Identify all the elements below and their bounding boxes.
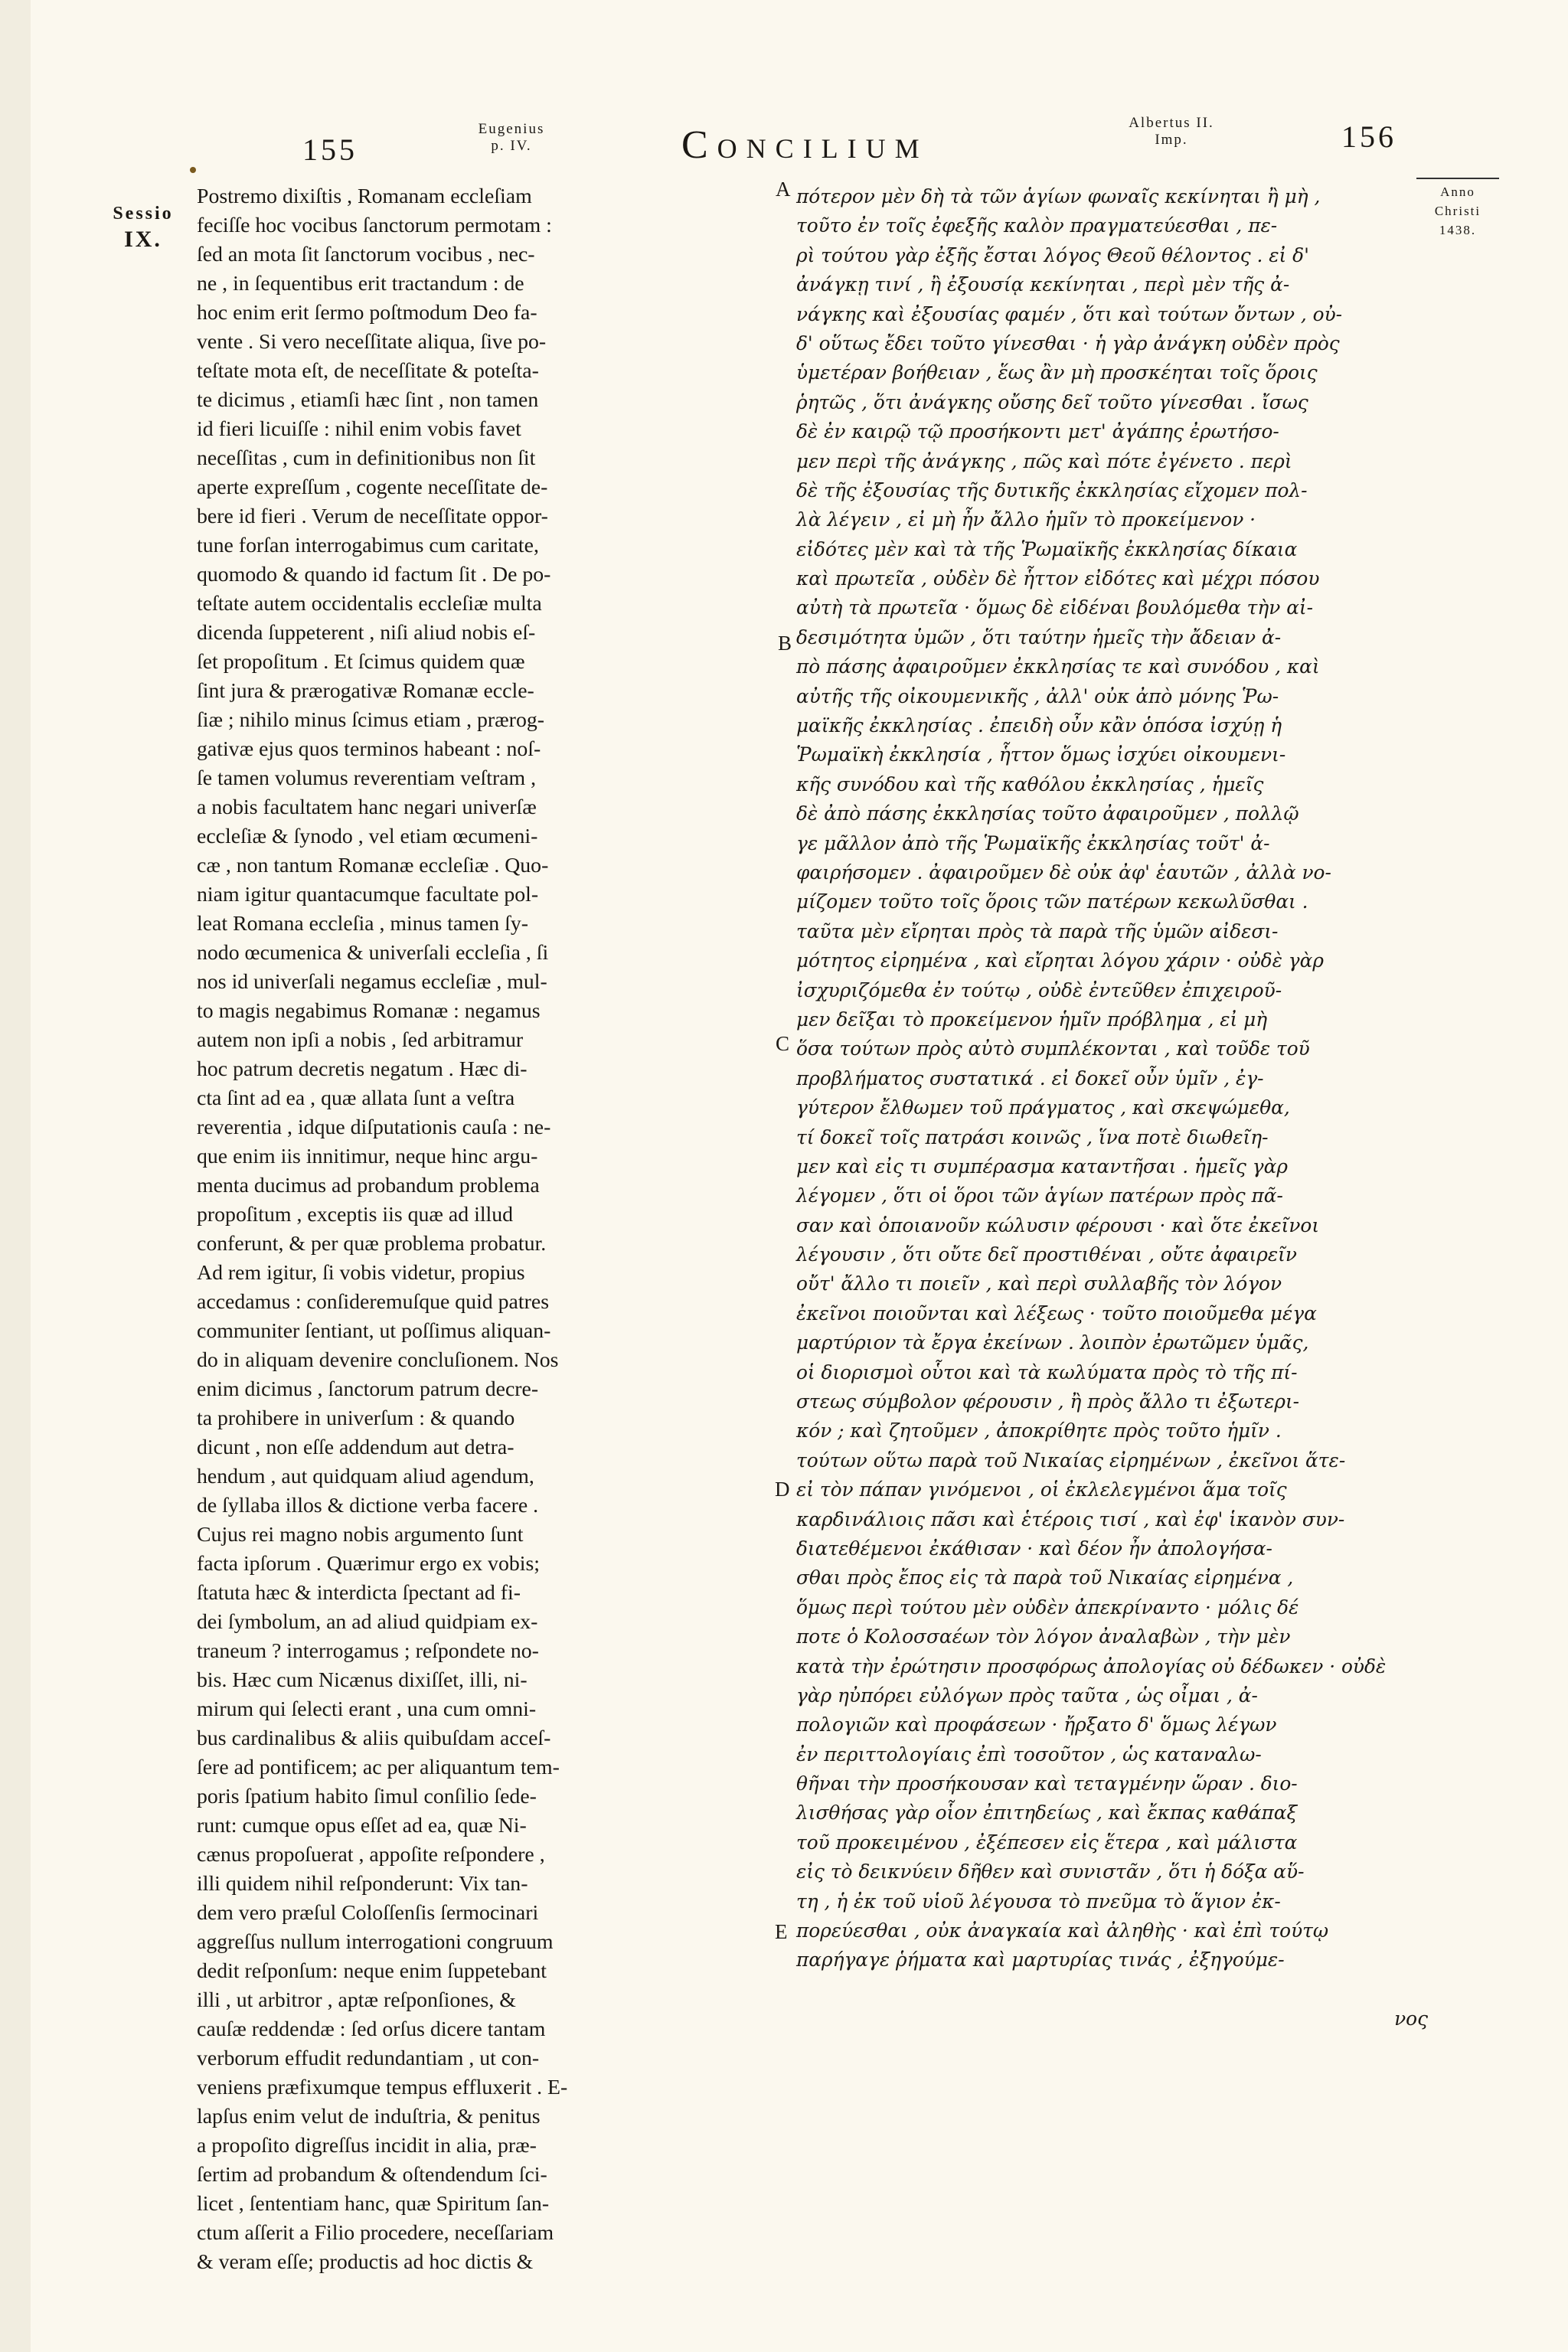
greek-line: δ' οὕτως ἔδει τοῦτο γίνεσθαι · ἡ γὰρ ἀνάγκη οὐδὲν πρὸς — [796, 332, 1340, 354]
latin-line: ctum aſſerit a Filio procedere, neceſſariam — [197, 2221, 554, 2245]
latin-line: Cujus rei magno nobis argumento ſunt — [197, 1523, 524, 1547]
latin-line: poris ſpatium habito ſimul conſilio ſede- — [197, 1785, 537, 1808]
greek-line: ὅμως περὶ τούτου μὲν οὐδὲν ἀπεκρίναντο · μόλις δέ — [796, 1596, 1299, 1619]
latin-line: do in aliquam devenire concluſionem. Nos — [197, 1348, 559, 1372]
latin-line: conferunt, & per quæ problema probatur. — [197, 1232, 547, 1256]
latin-column — [197, 182, 771, 2277]
greek-line: γύτερον ἔλθωμεν τοῦ πράγματος , καὶ σκεψώμεθα, — [796, 1096, 1290, 1119]
latin-line: a nobis facultatem hanc negari univerſæ — [197, 795, 537, 819]
greek-line: τοῦτο ἐν τοῖς ἐφεξῆς καλὸν πραγματεύεσθαι , πε- — [796, 214, 1278, 237]
session-word: Sessio — [113, 204, 174, 224]
latin-line: dei ſymbolum, an ad aliud quidpiam ex- — [197, 1610, 538, 1634]
greek-line — [796, 1975, 1481, 2004]
latin-line: ſe tamen volumus reverentiam veſtram , — [197, 766, 537, 790]
latin-line: aggreſſus nullum interrogationi congruum — [197, 1930, 554, 1954]
greek-line: ὅσα τούτων πρὸς αὐτὸ συμπλέκονται , καὶ τοῦδε τοῦ — [796, 1037, 1310, 1060]
greek-line: μαϊκῆς ἐκκλησίας . ἐπειδὴ οὖν κἂν ὁπόσα ἰσχύῃ ἡ — [796, 714, 1282, 737]
greek-line: μεν δεῖξαι τὸ προκείμενον ἡμῖν πρόβλημα , εἰ μὴ — [796, 1008, 1268, 1031]
binding-gutter — [0, 0, 31, 2352]
year-christi: Christi — [1434, 204, 1481, 218]
greek-line: εἰδότες μὲν καὶ τὰ τῆς Ῥωμαϊκῆς ἐκκλησίας δίκαια — [796, 537, 1298, 560]
greek-line: πολογιῶν καὶ προφάσεων · ἤρξατο δ' ὅμως λέγων — [796, 1713, 1277, 1736]
greek-line: δὲ τῆς ἐξουσίας τῆς δυτικῆς ἐκκλησίας εἴχομεν πολ- — [796, 479, 1308, 501]
latin-line: neceſſitas , cum in definitionibus non ſit — [197, 446, 536, 470]
greek-line: ρὶ τούτου γὰρ ἐξῆς ἔσται λόγος Θεοῦ θέλοντος . εἰ δ' — [796, 243, 1309, 266]
latin-line: menta ducimus ad probandum problema — [197, 1174, 540, 1197]
latin-line: bere id fieri . Verum de neceſſitate oppor- — [197, 505, 548, 528]
greek-line: παρήγαγε ῥήματα καὶ μαρτυρίας τινάς , ἐξηγούμε- — [796, 1949, 1285, 1971]
latin-line: facta ipſorum . Quærimur ergo ex vobis; — [197, 1552, 541, 1576]
header-emperor-name: Albertus II. — [1129, 115, 1214, 131]
greek-line: ἐκεῖνοι ποιοῦνται καὶ λέξεως · τοῦτο ποιοῦμεθα μέγα — [796, 1302, 1317, 1325]
page-number-right: 156 — [1341, 119, 1396, 154]
greek-line: τί δοκεῖ τοῖς πατράσι κοινῶς , ἵνα ποτὲ διωθεῖη- — [796, 1125, 1269, 1148]
greek-line: διατεθέμενοι ἐκάθισαν · καὶ δέον ἦν ἀπολογήσα- — [796, 1537, 1272, 1560]
greek-line: αὐτὴ τὰ πρωτεῖα · ὅμως δὲ εἰδέναι βουλόμεθα τὴν αἰ- — [796, 596, 1314, 619]
latin-line: hoc patrum decretis negatum . Hæc di- — [197, 1057, 528, 1081]
year-value: 1438. — [1439, 223, 1477, 237]
latin-line: dicunt , non eſſe addendum aut detra- — [197, 1436, 514, 1459]
latin-line: a propoſito digreſſus incidit in alia, præ- — [197, 2134, 537, 2158]
greek-line: τοῦ προκειμένου , ἐξέπεσεν εἰς ἕτερα , καὶ μάλιστα — [796, 1831, 1298, 1854]
greek-line: μεν καὶ εἰς τι συμπέρασμα καταντῆσαι . ἡμεῖς γὰρ — [796, 1155, 1288, 1178]
latin-line: bis. Hæc cum Nicænus dixiſſet, illi, ni- — [197, 1668, 528, 1692]
year-anno: Anno — [1440, 185, 1475, 199]
greek-line: ἐν περιττολογίαις ἐπὶ τοσοῦτον , ὡς καταναλω- — [796, 1743, 1262, 1766]
greek-line: ταῦτα μὲν εἴρηται πρὸς τὰ παρὰ τῆς ὑμῶν αἰδεσι- — [796, 920, 1279, 942]
greek-line: δὲ ἐν καιρῷ τῷ προσήκοντι μετ' ἀγάπης ἐρωτήσο- — [796, 420, 1279, 443]
latin-line: autem non ipſi a nobis , ſed arbitramur — [197, 1028, 524, 1052]
greek-line: ὑμετέραν βοήθειαν , ἕως ἂν μὴ προσκέηται τοῖς ὅροις — [796, 361, 1318, 384]
greek-line: μαρτύριον τὰ ἔργα ἐκείνων . λοιπὸν ἐρωτῶμεν ὑμᾶς, — [796, 1331, 1309, 1354]
latin-line: cænus propoſuerat , appoſite reſpondere , — [197, 1843, 545, 1867]
latin-line: enim dicimus , ſanctorum patrum decre- — [197, 1377, 539, 1401]
latin-line: id fieri licuiſſe : nihil enim vobis favet — [197, 417, 521, 441]
header-pope-number: p. IV. — [491, 138, 532, 154]
greek-column — [796, 182, 1481, 2034]
greek-line: νάγκης καὶ ἐξουσίας φαμέν , ὅτι καὶ τούτων ὄντων , οὐ- — [796, 302, 1343, 325]
latin-line: & veram eſſe; productis ad hoc dictis & — [197, 2250, 534, 2274]
greek-line: τούτων οὕτω παρὰ τοῦ Νικαίας εἰρημένων , ἐκεῖνοι ἅτε- — [796, 1449, 1346, 1472]
greek-line: λισθήσας γὰρ οἷον ἐπιτηδείως , καὶ ἔκπας καθάπαξ — [796, 1802, 1298, 1824]
greek-line: αὐτῆς τῆς οἰκουμενικῆς , ἀλλ' οὐκ ἀπὸ μόνης Ῥω- — [796, 684, 1279, 707]
latin-line: cta ſint ad ea , quæ allata ſunt a veſtra — [197, 1086, 515, 1110]
latin-line: illi quidem nihil reſponderunt: Vix tan- — [197, 1872, 528, 1896]
greek-line: στεως σύμβολον φέρουσιν , ἢ πρὸς ἄλλο τι ἐξωτερι- — [796, 1390, 1300, 1413]
catchword: νος — [1394, 2007, 1428, 2030]
header-emperor-title: Imp. — [1155, 132, 1188, 148]
latin-line: lapſus enim velut de induſtria, & penitus — [197, 2105, 541, 2128]
latin-line: ta prohibere in univerſum : & quando — [197, 1406, 515, 1430]
greek-line: κόν ; καὶ ζητοῦμεν , ἀποκρίθητε πρὸς τοῦτο ἡμῖν . — [796, 1419, 1282, 1442]
greek-line: λέγουσιν , ὅτι οὔτε δεῖ προστιθέναι , οὔτε ἀφαιρεῖν — [796, 1243, 1297, 1266]
section-marker-d: D — [775, 1478, 790, 1501]
greek-line: γε μᾶλλον ἀπὸ τῆς Ῥωμαϊκῆς ἐκκλησίας τοῦτ' ἀ- — [796, 831, 1270, 854]
latin-line: que enim iis innitimur, neque hinc argu- — [197, 1145, 538, 1168]
greek-line: εἰ τὸν πάπαν γινόμενοι , οἱ ἐκλελεγμένοι ἅμα τοῖς — [796, 1478, 1287, 1501]
latin-line: ſed an mota ſit ſanctorum vocibus , nec- — [197, 243, 535, 266]
greek-line: καὶ πρωτεῖα , οὐδὲν δὲ ἧττον εἰδότες καὶ μέχρι πόσου — [796, 567, 1320, 590]
session-number: IX. — [124, 227, 162, 252]
latin-line: propoſitum , exceptis iis quæ ad illud — [197, 1203, 514, 1227]
latin-line: nodo œcumenica & univerſali eccleſia , ſi — [197, 941, 549, 965]
latin-line: verborum effudit redundantiam , ut con- — [197, 2047, 540, 2070]
greek-line: τη , ἡ ἐκ τοῦ υἱοῦ λέγουσα τὸ πνεῦμα τὸ ἅγιον ἐκ- — [796, 1890, 1281, 1913]
latin-line: de ſyllaba illos & dictione verba facere . — [197, 1494, 539, 1517]
latin-line: traneum ? interrogamus ; reſpondete no- — [197, 1639, 539, 1663]
latin-line: te dicimus , etiamſi hæc ſint , non tamen — [197, 388, 539, 412]
greek-line: πορεύεσθαι , οὐκ ἀναγκαία καὶ ἀληθὴς · καὶ ἐπὶ τούτῳ — [796, 1919, 1329, 1942]
latin-line: licet , ſententiam hanc, quæ Spiritum ſan- — [197, 2192, 550, 2216]
header-emperor — [1095, 115, 1248, 149]
latin-line: teſtate autem occidentalis eccleſiæ multa — [197, 592, 542, 616]
greek-line: προβλήματος συστατικά . εἰ δοκεῖ οὖν ὑμῖν , ἐγ- — [796, 1067, 1264, 1089]
latin-line: to magis negabimus Romanæ : negamus — [197, 999, 541, 1023]
latin-line: accedamus : conſideremuſque quid patres — [197, 1290, 550, 1314]
greek-line: φαιρήσομεν . ἀφαιροῦμεν δὲ οὐκ ἀφ' ἑαυτῶν , ἀλλὰ νο- — [796, 861, 1331, 884]
latin-line: mirum qui ſelecti erant , una cum omni- — [197, 1697, 537, 1721]
greek-line: γὰρ ηὐπόρει εὐλόγων πρὸς ταῦτα , ὡς οἶμαι , ἀ- — [796, 1684, 1258, 1707]
greek-line: κῆς συνόδου καὶ τῆς καθόλου ἐκκλησίας , ἡμεῖς — [796, 773, 1264, 795]
greek-line: οἱ διορισμοὶ οὗτοι καὶ τὰ κωλύματα πρὸς τὸ τῆς πί- — [796, 1361, 1298, 1383]
latin-line: reverentia , idque diſputationis cauſa : ne- — [197, 1116, 551, 1139]
greek-line: σθαι πρὸς ἔπος εἰς τὰ παρὰ τοῦ Νικαίας εἰρημένα , — [796, 1566, 1294, 1589]
greek-line: μεν περὶ τῆς ἀνάγκης , πῶς καὶ πότε ἐγένετο . περὶ — [796, 449, 1292, 472]
greek-line: Ῥωμαϊκὴ ἐκκλησία , ἧττον ὅμως ἰσχύει οἰκουμενι- — [796, 743, 1286, 766]
latin-line: ſere ad pontificem; ac per aliquantum tem- — [197, 1756, 560, 1779]
latin-line: teſtate mota eſt, de neceſſitate & poteſta- — [197, 359, 539, 383]
page-number-left: 155 — [302, 132, 358, 167]
session-label — [86, 201, 201, 253]
section-marker-b: B — [778, 632, 792, 655]
latin-line: feciſſe hoc vocibus ſanctorum permotam : — [197, 214, 552, 237]
greek-line: μότητος εἰρημένα , καὶ εἴρηται λόγου χάριν · οὐδὲ γὰρ — [796, 949, 1324, 972]
latin-line: niam igitur quantacumque facultate pol- — [197, 883, 539, 906]
latin-line: Postremo dixiſtis , Romanam eccleſiam — [197, 185, 532, 208]
latin-line: cæ , non tantum Romanæ eccleſiæ . Quo- — [197, 854, 549, 877]
greek-line: δὲ ἀπὸ πάσης ἐκκλησίας τοῦτο ἀφαιροῦμεν , πολλῷ — [796, 802, 1299, 825]
header-pope — [458, 121, 565, 155]
latin-line: leat Romana eccleſia , minus tamen ſy- — [197, 912, 529, 936]
greek-line: πότερον μὲν δὴ τὰ τῶν ἁγίων φωναῖς κεκίνηται ἢ μὴ , — [796, 185, 1321, 207]
greek-line: πὸ πάσης ἀφαιροῦμεν ἐκκλησίας τε καὶ συνόδου , καὶ — [796, 655, 1320, 678]
greek-line: λὰ λέγειν , εἰ μὴ ἦν ἄλλο ἡμῖν τὸ προκείμενον · — [796, 508, 1256, 531]
latin-line: dicenda ſuppeterent , niſi aliud nobis eſ- — [197, 621, 536, 645]
running-title: Concilium — [681, 123, 929, 167]
greek-line: μίζομεν τοῦτο τοῖς ὅροις τῶν πατέρων κεκωλῦσθαι . — [796, 890, 1308, 913]
header-pope-name: Eugenius — [478, 121, 545, 137]
greek-line: κατὰ τὴν ἐρώτησιν προσφόρως ἀπολογίας οὐ δέδωκεν · οὐδὲ — [796, 1655, 1387, 1677]
greek-line: οὔτ' ἄλλο τι ποιεῖν , καὶ περὶ συλλαβῆς τὸν λόγον — [796, 1272, 1282, 1295]
latin-line: nos id univerſali negamus eccleſiæ , mul- — [197, 970, 547, 994]
latin-line: hoc enim erit ſermo poſtmodum Deo fa- — [197, 301, 537, 325]
latin-line: vente . Si vero neceſſitate aliqua, ſive po- — [197, 330, 547, 354]
greek-line: ῥητῶς , ὅτι ἀνάγκης οὔσης δεῖ τοῦτο γίνεσθαι . ἴσως — [796, 390, 1308, 413]
latin-line: aperte expreſſum , cogente neceſſitate de- — [197, 475, 548, 499]
latin-line: ne , in ſequentibus erit tractandum : de — [197, 272, 524, 296]
latin-line: Ad rem igitur, ſi vobis videtur, propius — [197, 1261, 525, 1285]
margin-rule — [1416, 178, 1499, 179]
ornament-dot — [190, 167, 196, 173]
latin-line: dem vero præſul Coloſſenſis ſermocinari — [197, 1901, 539, 1925]
latin-line: ſiæ ; nihilo minus ſcimus etiam , prærog- — [197, 708, 544, 732]
section-marker-e: E — [775, 1920, 788, 1943]
latin-line: bus cardinalibus & aliis quibuſdam acceſ- — [197, 1726, 551, 1750]
greek-line: ἀνάγκῃ τινί , ἢ ἐξουσίᾳ κεκίνηται , περὶ μὲν τῆς ἀ- — [796, 273, 1290, 296]
latin-line: ſertim ad probandum & oſtendendum ſci- — [197, 2163, 547, 2187]
latin-line: cauſæ reddendæ : ſed orſus dicere tantam — [197, 2017, 546, 2041]
greek-line: θῆναι τὴν προσήκουσαν καὶ τεταγμένην ὥραν . διο- — [796, 1772, 1298, 1795]
latin-line: gativæ ejus quos terminos habeant : noſ- — [197, 737, 541, 761]
latin-line: hendum , aut quidquam aliud agendum, — [197, 1465, 534, 1488]
latin-line: quomodo & quando id factum ſit . De po- — [197, 563, 551, 586]
latin-line: veniens præfixumque tempus effluxerit . E- — [197, 2076, 568, 2099]
latin-line: runt: cumque opus eſſet ad ea, quæ Ni- — [197, 1814, 527, 1838]
latin-line: illi , ut arbitror , aptæ reſponſiones, & — [197, 1988, 516, 2012]
latin-line: ſint jura & prærogativæ Romanæ eccle- — [197, 679, 534, 703]
greek-line: καρδινάλιοις πᾶσι καὶ ἑτέροις τισί , καὶ ἐφ' ἱκανὸν συν- — [796, 1508, 1345, 1530]
greek-line: ἰσχυριζόμεθα ἐν τούτῳ , οὐδὲ ἐντεῦθεν ἐπιχειροῦ- — [796, 978, 1282, 1001]
greek-line: λέγομεν , ὅτι οἱ ὅροι τῶν ἁγίων πατέρων πρὸς πᾶ- — [796, 1184, 1283, 1207]
latin-line: dedit reſponſum: neque enim ſuppetebant — [197, 1959, 547, 1983]
greek-line: εἰς τὸ δεικνύειν δῆθεν καὶ συνιστᾶν , ὅτι ἡ δόξα αὕ- — [796, 1860, 1305, 1883]
latin-line: eccleſiæ & ſynodo , vel etiam œcumeni- — [197, 825, 538, 848]
section-marker-a: A — [776, 178, 791, 201]
latin-line: communiter ſentiant, ut poſſimus aliquan- — [197, 1319, 551, 1343]
greek-line: σαν καὶ ὁποιανοῦν κώλυσιν φέρουσι · καὶ ὅτε ἐκεῖνοι — [796, 1214, 1320, 1236]
latin-line: ſet propoſitum . Et ſcimus quidem quæ — [197, 650, 525, 674]
greek-line: ποτε ὁ Κολοσσαέων τὸν λόγον ἀναλαβὼν , τὴν μὲν — [796, 1625, 1291, 1648]
greek-line: δεσιμότητα ὑμῶν , ὅτι ταύτην ἡμεῖς τὴν ἄδειαν ἀ- — [796, 626, 1282, 648]
latin-line: tune forſan interrogabimus cum caritate, — [197, 534, 539, 557]
section-marker-c: C — [776, 1032, 790, 1055]
latin-line: ſtatuta hæc & interdicta ſpectant ad fi- — [197, 1581, 521, 1605]
